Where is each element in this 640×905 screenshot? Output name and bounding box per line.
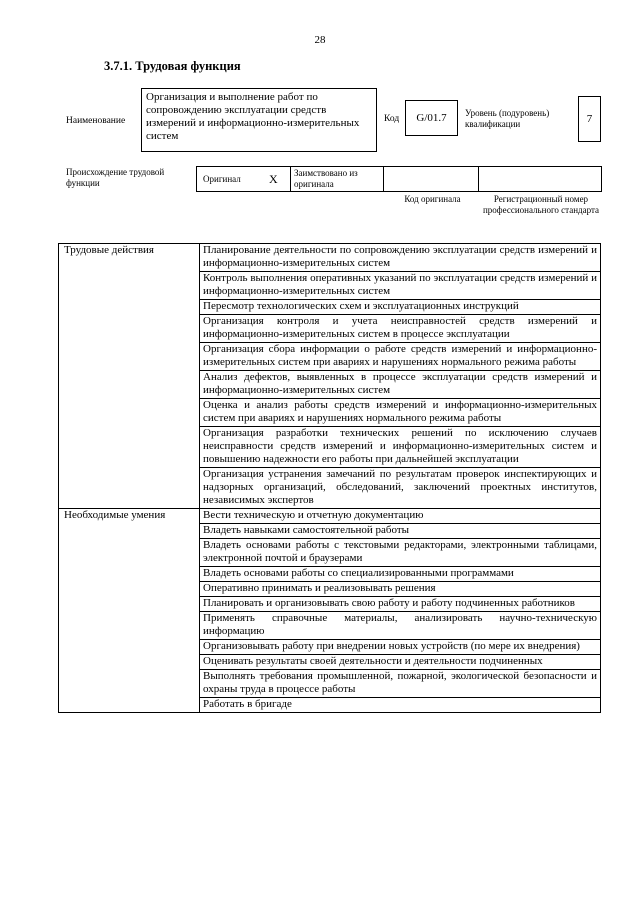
item-cell: Пересмотр технологических схем и эксплуатационных инструкций — [200, 300, 601, 315]
item-cell: Анализ дефектов, выявленных в процессе эксплуатации средств измерений и информационно-измерительных систем — [200, 371, 601, 399]
code-label: Код — [384, 114, 400, 124]
name-label: Наименование — [66, 116, 126, 126]
original-label: Оригинал — [203, 174, 241, 184]
origin-label: Происхождение трудовой функции — [66, 167, 165, 188]
function-name-box — [141, 88, 377, 152]
original-mark: X — [269, 172, 278, 186]
code-value: G/01.7 — [416, 112, 447, 124]
table-row — [59, 244, 601, 272]
borrowed-cell — [291, 167, 384, 191]
item-cell: Владеть навыками самостоятельной работы — [200, 524, 601, 539]
table-row — [59, 509, 601, 524]
item-cell: Организация контроля и учета неисправностей средств измерений и информационно-измерительных систем в процессе эксплуатации — [200, 315, 601, 343]
item-cell: Вести техническую и отчетную документацию — [200, 509, 601, 524]
category-cell: Необходимые умения — [59, 509, 200, 713]
borrowed-label: Заимствовано из оригинала — [294, 168, 358, 189]
code-original-label: Код оригинала — [404, 194, 461, 204]
reg-number-cell — [479, 167, 601, 191]
original-cell — [197, 167, 291, 191]
item-cell: Оперативно принимать и реализовывать решения — [200, 582, 601, 597]
item-cell: Организация сбора информации о работе средств измерений и информационно-измерительных систем при авариях и нарушениях нормального режима работы — [200, 343, 601, 371]
category-cell: Трудовые действия — [59, 244, 200, 509]
level-box — [578, 96, 601, 142]
item-cell: Контроль выполнения оперативных указаний по эксплуатации средств измерений и информационно-измерительных систем — [200, 272, 601, 300]
item-cell: Работать в бригаде — [200, 698, 601, 713]
item-cell: Выполнять требования промышленной, пожарной, экологической безопасности и охраны труда в процессе работы — [200, 670, 601, 698]
function-name-value: Организация и выполнение работ по сопровождению эксплуатации средств измерений и информационно-измерительных систем — [146, 91, 360, 142]
item-cell: Применять справочные материалы, анализировать научно-техническую информацию — [200, 612, 601, 640]
reg-number-label: Регистрационный номер профессионального стандарта — [482, 194, 600, 215]
function-table — [58, 243, 601, 713]
page-number: 28 — [314, 34, 326, 46]
item-cell: Организация устранения замечаний по результатам проверок инспектирующих и надзорных организаций, обследований, заключений проектных институтов, независимых экспертов — [200, 468, 601, 509]
item-cell: Владеть основами работы со специализированными программами — [200, 567, 601, 582]
item-cell: Планирование деятельности по сопровождению эксплуатации средств измерений и информационно-измерительных систем — [200, 244, 601, 272]
level-label: Уровень (подуровень) квалификации — [465, 108, 550, 129]
code-box — [405, 100, 458, 136]
section-title: 3.7.1. Трудовая функция — [104, 59, 241, 73]
origin-row — [196, 166, 602, 192]
item-cell: Планировать и организовывать свою работу и работу подчиненных работников — [200, 597, 601, 612]
item-cell: Владеть основами работы с текстовыми редакторами, электронными таблицами, электронной почтой и браузерами — [200, 539, 601, 567]
code-original-cell — [384, 167, 479, 191]
level-value: 7 — [586, 113, 593, 125]
item-cell: Оценивать результаты своей деятельности и деятельности подчиненных — [200, 655, 601, 670]
item-cell: Оценка и анализ работы средств измерений и информационно-измерительных систем при авариях и нарушениях нормального режима работы — [200, 399, 601, 427]
item-cell: Организация разработки технических решений по исключению случаев неисправности средств измерений и информационно-измерительных систем и повышению надежности его работы при дальнейшей эксплуатации — [200, 427, 601, 468]
item-cell: Организовывать работу при внедрении новых устройств (по мере их внедрения) — [200, 640, 601, 655]
